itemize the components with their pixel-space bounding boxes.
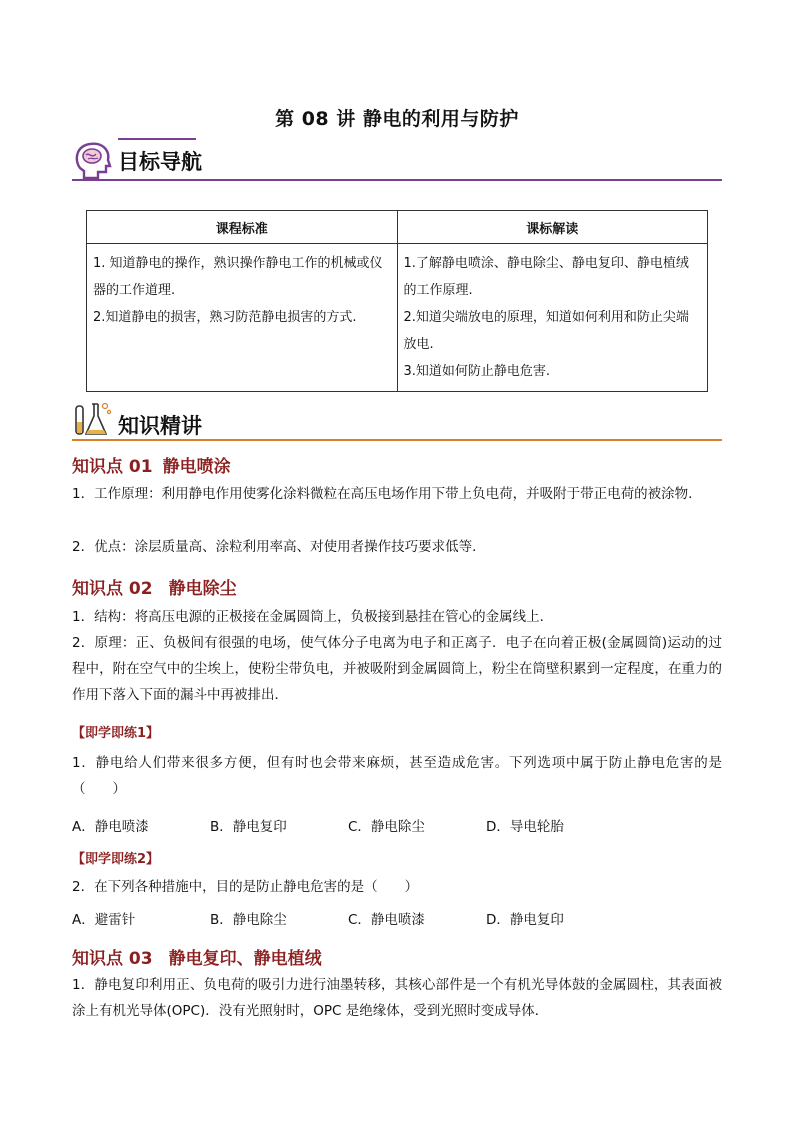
knowledge-point-title	[72, 574, 237, 599]
option: B．静电复印	[210, 819, 287, 835]
knowledge-point-name: 静电喷涂	[162, 457, 231, 477]
section-label: 知识精讲	[118, 414, 202, 438]
answer-options	[72, 815, 722, 835]
paragraph: 1．工作原理：利用静电作用使雾化涂料微粒在高压电场作用下带上负电荷，并吸附于带正电荷的被涂物.	[72, 486, 693, 502]
brain-head-icon	[72, 138, 114, 180]
cell-line: 2.知道静电的损害，熟习防范静电损害的方式.	[93, 310, 357, 325]
option: D．静电复印	[486, 912, 564, 928]
curriculum-table	[86, 210, 708, 392]
knowledge-point-title	[72, 452, 231, 477]
practice-label: 【即学即练1】	[72, 726, 160, 741]
page-title: 第 08 讲 静电的利用与防护	[275, 108, 519, 130]
cell-line: 2.知道尖端放电的原理，知道如何利用和防止尖端放电.	[403, 310, 689, 352]
cell-line: 1.了解静电喷涂、静电除尘、静电复印、静电植绒的工作原理.	[403, 256, 689, 298]
knowledge-point-name: 静电除尘	[168, 579, 237, 599]
table-header: 课程标准	[87, 211, 398, 244]
option: B．静电除尘	[210, 912, 287, 928]
paragraph: 1．结构：将高压电源的正极接在金属圆筒上，负极接到悬挂在管心的金属线上．	[72, 609, 554, 625]
header-decoration	[118, 138, 196, 140]
option: D．导电轮胎	[486, 819, 564, 835]
section-header-goals	[72, 138, 722, 182]
knowledge-point-number: 知识点 02	[72, 579, 153, 599]
table-header-row	[87, 211, 708, 244]
cell-line: 3.知道如何防止静电危害.	[403, 364, 551, 379]
knowledge-point-title	[72, 944, 322, 969]
section-rule	[72, 439, 722, 441]
option: A．静电喷漆	[72, 819, 149, 835]
table-header: 课标解读	[397, 211, 708, 244]
question-text: 2．在下列各种措施中，目的是防止静电危害的是（ ）	[72, 879, 419, 895]
option: A．避雷针	[72, 912, 136, 928]
question-text: 1．静电给人们带来很多方便，但有时也会带来麻烦，甚至造成危害。下列选项中属于防止静电危害的是（ ）	[72, 755, 722, 797]
paragraph: 2．原理：正、负极间有很强的电场，使气体分子电离为电子和正离子．电子在向着正极(金属圆筒)运动的过程中，附在空气中的尘埃上，使粉尘带负电，并被吸附到金属圆筒上，粉尘在筒壁积累到一定程度，在重力的作用下落入下面的漏斗中再被排出．	[72, 635, 722, 703]
knowledge-point-number: 知识点 03	[72, 949, 153, 969]
paragraph: 2．优点：涂层质量高、涂粒利用率高、对使用者操作技巧要求低等．	[72, 539, 486, 555]
knowledge-point-number: 知识点 01	[72, 457, 153, 477]
section-label: 目标导航	[118, 150, 202, 174]
lab-flasks-icon	[72, 398, 114, 440]
option: C．静电喷漆	[348, 912, 425, 928]
section-header-knowledge	[72, 398, 722, 442]
table-cell-interpretation	[397, 244, 708, 392]
option: C．静电除尘	[348, 819, 425, 835]
section-rule	[72, 179, 722, 181]
table-row	[87, 244, 708, 392]
answer-options	[72, 908, 722, 928]
knowledge-point-name: 静电复印、静电植绒	[168, 949, 322, 969]
practice-label: 【即学即练2】	[72, 852, 160, 867]
paragraph: 1．静电复印利用正、负电荷的吸引力进行油墨转移，其核心部件是一个有机光导体鼓的金属圆柱，其表面被涂上有机光导体(OPC)．没有光照射时，OPC 是绝缘体，受到光照时变成导体．	[72, 977, 722, 1019]
table-cell-standard	[87, 244, 398, 392]
cell-line: 1. 知道静电的操作，熟识操作静电工作的机械或仪器的工作道理.	[93, 256, 383, 298]
